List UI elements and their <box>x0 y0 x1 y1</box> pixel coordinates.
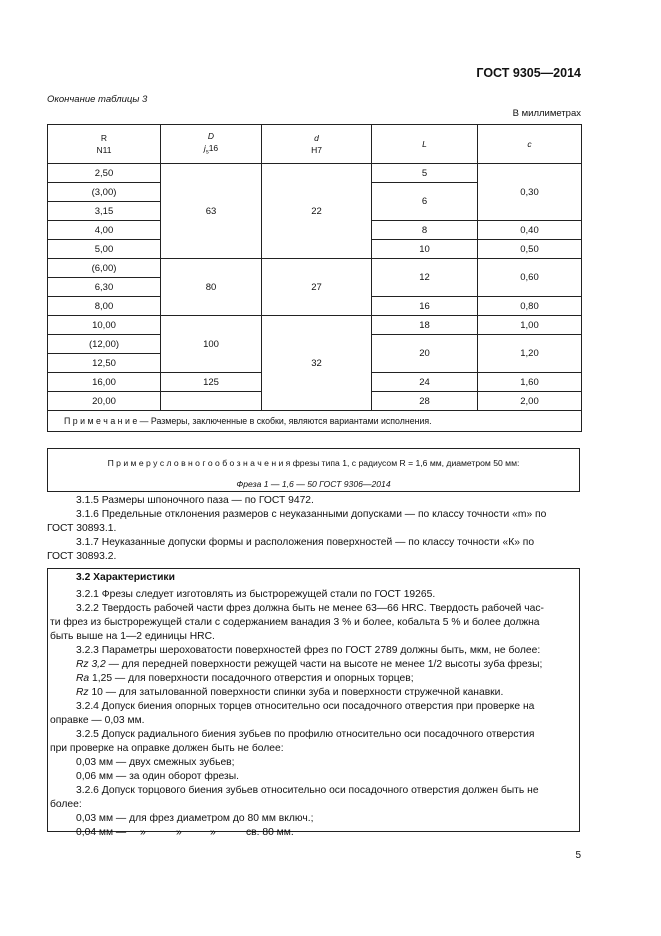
col-header-d-outer: D $j_s16$ <box>161 125 262 164</box>
designation-example-box <box>47 448 580 492</box>
tolerance-adjacent-teeth: 0,03 мм — двух смежных зубьев; <box>76 757 235 768</box>
example-designation: Фреза 1 — 1,6 — 50 ГОСТ 9306—2014 <box>236 479 391 489</box>
cell-r: 10,00 <box>48 316 161 335</box>
cell-r: 5,00 <box>48 240 161 259</box>
cell-l: 10 <box>372 240 478 259</box>
cell-d-outer: 63 <box>161 164 262 259</box>
cell-r: (6,00) <box>48 259 161 278</box>
para-3-2-2-line3: быть выше на 1—2 единицы HRC. <box>50 631 215 642</box>
col-header-c: c <box>478 125 582 164</box>
cell-l: 20 <box>372 335 478 373</box>
para-3-2-2: 3.2.2 Твердость рабочей части фрез должна быть не менее 63—66 HRC. Твердость рабочей час- <box>76 603 544 614</box>
roughness-ra-125: Ra 1,25 — для поверхности посадочного отверстия и опорных торцев; <box>76 673 414 684</box>
document-number: ГОСТ 9305—2014 <box>476 66 581 80</box>
cell-l: 16 <box>372 297 478 316</box>
cell-r: 16,00 <box>48 373 161 392</box>
clause-3-1-6-cont: ГОСТ 30893.1. <box>47 523 117 534</box>
clause-3-1-7: 3.1.7 Неуказанные допуски формы и расположения поверхностей — по классу точности «К» по <box>76 537 535 548</box>
cell-r: (3,00) <box>48 183 161 202</box>
table-note-row <box>48 411 582 432</box>
para-3-2-5: 3.2.5 Допуск радиального биения зубьев по профилю относительно оси посадочного отверстия <box>76 729 535 740</box>
cell-r: 8,00 <box>48 297 161 316</box>
col-header-d-bore: d H7 <box>262 125 372 164</box>
cell-d-bore: 22 <box>262 164 372 259</box>
cell-c: 1,60 <box>478 373 582 392</box>
cell-c: 0,80 <box>478 297 582 316</box>
cell-l: 24 <box>372 373 478 392</box>
para-3-2-5-line2: при проверке на оправке должен быть не более: <box>50 743 284 754</box>
cell-l: 6 <box>372 183 478 221</box>
tolerance-up-to-80: 0,03 мм — для фрез диаметром до 80 мм включ.; <box>76 813 314 824</box>
para-3-2-4: 3.2.4 Допуск биения опорных торцев относительно оси посадочного отверстия при проверке на <box>76 701 535 712</box>
dimensions-table <box>47 124 582 432</box>
col-header-r: R N11 <box>48 125 161 164</box>
cell-l: 5 <box>372 164 478 183</box>
clause-3-1-7-cont: ГОСТ 30893.2. <box>47 551 117 562</box>
cell-c: 0,50 <box>478 240 582 259</box>
cell-r: (12,00) <box>48 335 161 354</box>
para-3-2-1: 3.2.1 Фрезы следует изготовлять из быстрорежущей стали по ГОСТ 19265. <box>76 589 436 600</box>
cell-l: 28 <box>372 392 478 411</box>
cell-d-outer: 100 <box>161 316 262 373</box>
cell-r: 6,30 <box>48 278 161 297</box>
cell-l: 18 <box>372 316 478 335</box>
cell-r: 12,50 <box>48 354 161 373</box>
table-caption: Окончание таблицы 3 <box>47 94 148 105</box>
cell-c: 1,20 <box>478 335 582 373</box>
tolerance-over-80: 0,04 мм — » » » св. 80 мм. <box>76 827 294 838</box>
cell-c: 0,60 <box>478 259 582 297</box>
cell-d-outer: 80 <box>161 259 262 316</box>
table-row <box>48 316 582 335</box>
table-row <box>48 259 582 278</box>
cell-d-outer: 125 <box>161 373 262 392</box>
cell-r: 3,15 <box>48 202 161 221</box>
table-row <box>48 164 582 183</box>
col-header-l: L <box>372 125 478 164</box>
cell-d-outer <box>161 392 262 411</box>
para-3-2-6: 3.2.6 Допуск торцового биения зубьев относительно оси посадочного отверстия должен быть не <box>76 785 539 796</box>
table-units: В миллиметрах <box>512 108 581 119</box>
example-intro: П р и м е р у с л о в н о г о о б о з н а ч е н и я фрезы типа 1, с радиусом R = 1,6 мм, диаметром 50 мм: <box>107 458 520 468</box>
cell-c: 2,00 <box>478 392 582 411</box>
para-3-2-6-line2: более: <box>50 799 82 810</box>
section-3-2-title: 3.2 Характеристики <box>76 572 175 583</box>
cell-r: 2,50 <box>48 164 161 183</box>
para-3-2-4-line2: оправке — 0,03 мм. <box>50 715 145 726</box>
para-3-2-2-line2: ти фрез из быстрорежущей стали с содержанием ванадия 3 % и более, кобальта 5 % и более должна <box>50 617 540 628</box>
clause-3-1-6: 3.1.6 Предельные отклонения размеров с неуказанными допусками — по классу точности «m» по <box>76 509 547 520</box>
cell-d-bore: 27 <box>262 259 372 316</box>
cell-l: 12 <box>372 259 478 297</box>
table-header-row <box>48 125 582 164</box>
cell-l: 8 <box>372 221 478 240</box>
para-3-2-3: 3.2.3 Параметры шероховатости поверхностей фрез по ГОСТ 2789 должны быть, мкм, не более: <box>76 645 541 656</box>
cell-d-bore: 32 <box>262 316 372 411</box>
cell-r: 20,00 <box>48 392 161 411</box>
roughness-rz-10: Rz 10 — для затылованной поверхности спинки зуба и поверхности стружечной канавки. <box>76 687 504 698</box>
cell-c: 0,40 <box>478 221 582 240</box>
cell-c: 0,30 <box>478 164 582 221</box>
tolerance-one-revolution: 0,06 мм — за один оборот фрезы. <box>76 771 240 782</box>
cell-c: 1,00 <box>478 316 582 335</box>
cell-r: 4,00 <box>48 221 161 240</box>
page-number: 5 <box>575 850 581 861</box>
roughness-rz-32: Rz 3,2 — для передней поверхности режущей части на высоте не менее 1/2 высоты зуба фрезы; <box>76 659 543 670</box>
clause-3-1-5: 3.1.5 Размеры шпоночного паза — по ГОСТ 9472. <box>76 495 314 506</box>
table-note: П р и м е ч а н и е — Размеры, заключенные в скобки, являются вариантами исполнения. <box>48 411 582 432</box>
